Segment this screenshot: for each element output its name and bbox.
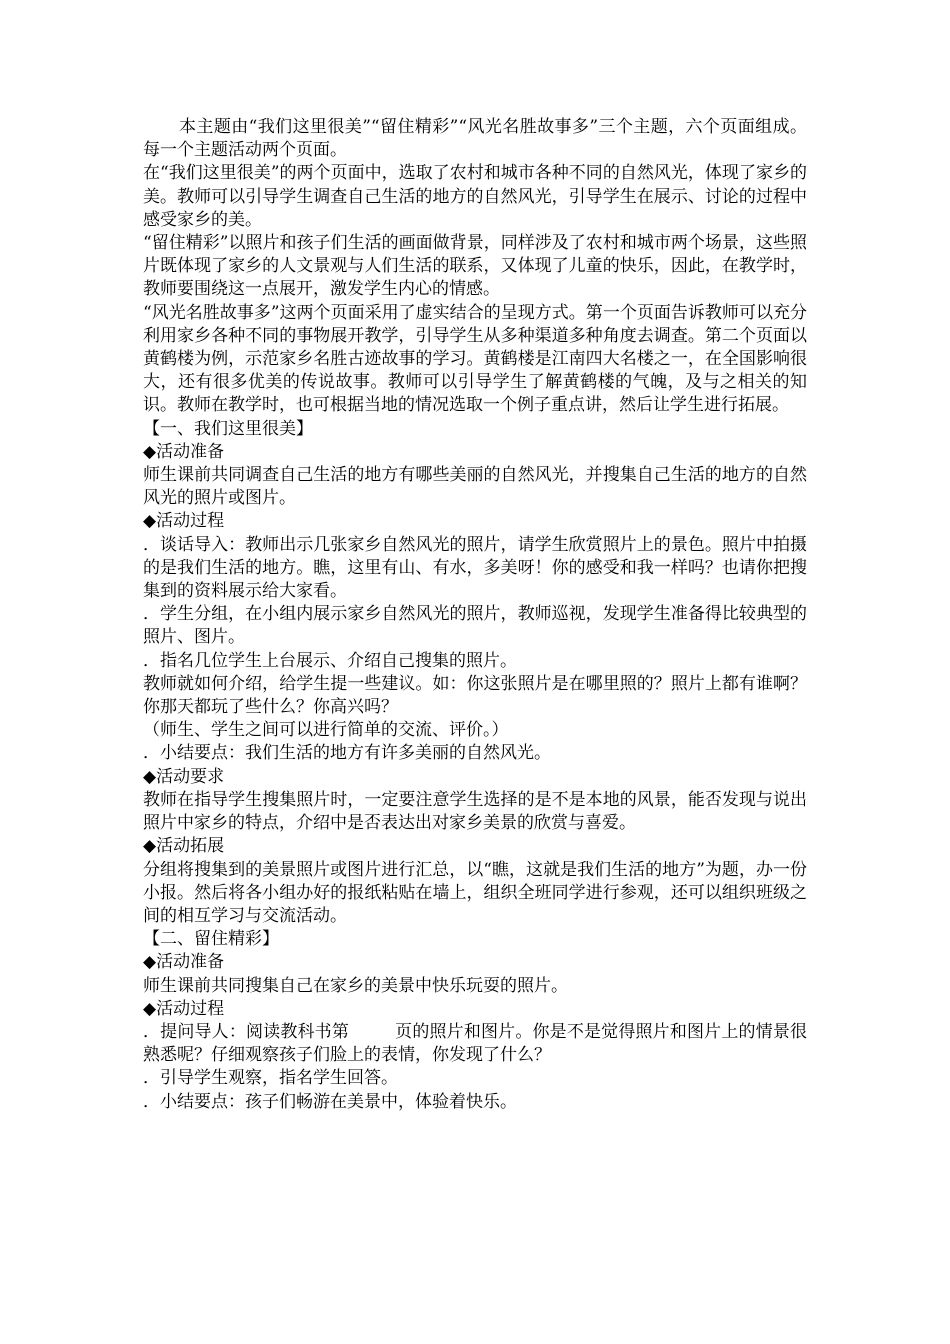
section-1-prep-text: 师生课前共同调查自己生活的地方有哪些美丽的自然风光，并搜集自己生活的地方的自然风光的照片或图片。 (143, 465, 807, 509)
section-1-step-3: ．指名几位学生上台展示、介绍自己搜集的照片。 (143, 650, 517, 671)
document-body (143, 116, 807, 1114)
section-1-requirements-heading: ◆活动要求 (143, 766, 225, 787)
section-1-step-3-detail: 教师就如何介绍，给学生提一些建议。如：你这张照片是在哪里照的？照片上都有谁啊？你那天都玩了些什么？你高兴吗？ (143, 673, 807, 718)
section-1-process-heading: ◆活动过程 (143, 511, 225, 532)
intro-paragraph-4: “风光名胜故事多”这两个页面采用了虚实结合的呈现方式。第一个页面告诉教师可以充分利用家乡各种不同的事物展开教学，引导学生从多种渠道多种角度去调查。第二个页面以黄鹤楼为例，示范家乡名胜古迹故事的学习。黄鹤楼是江南四大名楼之一，在全国影响很大，还有很多优美的传说故事。教师可以引导学生了解黄鹤楼的气魄，及与之相关的知识。教师在教学时，也可根据当地的情况选取一个例子重点讲，然后让学生进行拓展。 (143, 302, 807, 416)
intro-paragraph-3: “留住精彩”以照片和孩子们生活的画面做背景，同样涉及了农村和城市两个场景，这些照片既体现了家乡的人文景观与人们生活的联系，又体现了儿童的快乐，因此，在教学时，教师要围绕这一点展开，激发学生内心的情感。 (143, 233, 807, 300)
section-1-step-1: ．谈话导入：教师出示几张家乡自然风光的照片，请学生欣赏照片上的景色。照片中拍摄的是我们生活的地方。瞧，这里有山、有水，多美呀！你的感受和我一样吗？也请你把搜集到的资料展示给大家看。 (143, 534, 807, 602)
intro-paragraph-1: 本主题由“我们这里很美”“留住精彩”“风光名胜故事多”三个主题，六个页面组成。每一个主题活动两个页面。 (143, 117, 807, 161)
section-2-step-1 (143, 1021, 807, 1067)
section-1-requirements-text: 教师在指导学生搜集照片时，一定要注意学生选择的是不是本地的风景，能否发现与说出照片中家乡的特点，介绍中是否表达出对家乡美景的欣赏与喜爱。 (143, 789, 807, 834)
section-1-heading: 【一、我们这里很美】 (143, 418, 313, 439)
section-1-step-3-note: （师生、学生之间可以进行简单的交流、评价。） (143, 720, 509, 741)
section-2-step-1-end: 页的照片和图片。你是不是觉得照片和图片上的情景很熟悉呢？仔细观察孩子们脸上的表情，你发现了什么？ (143, 1021, 807, 1066)
section-2-step-3: ．小结要点：孩子们畅游在美景中，体验着快乐。 (143, 1091, 517, 1112)
section-2-prep-text: 师生课前共同搜集自己在家乡的美景中快乐玩耍的照片。 (143, 975, 568, 996)
section-1-prep-heading: ◆活动准备 (143, 441, 225, 462)
intro-paragraph-2: 在“我们这里很美”的两个页面中，选取了农村和城市各种不同的自然风光，体现了家乡的美。教师可以引导学生调查自己生活的地方的自然风光，引导学生在展示、讨论的过程中感受家乡的美。 (143, 163, 807, 230)
section-2-step-2: ．引导学生观察，指名学生回答。 (143, 1068, 398, 1089)
section-2-heading: 【二、留住精彩】 (143, 929, 279, 950)
section-2-process-heading: ◆活动过程 (143, 998, 225, 1019)
section-1-extension-heading: ◆活动拓展 (143, 836, 225, 857)
section-1-step-4: ．小结要点：我们生活的地方有许多美丽的自然风光。 (143, 743, 551, 764)
section-2-step-1-start: ．提问导人：阅读教科书第 (143, 1021, 349, 1042)
section-1-extension-text: 分组将搜集到的美景照片或图片进行汇总，以“瞧，这就是我们生活的地方”为题，办一份小报。然后将各小组办好的报纸粘贴在墙上，组织全班同学进行参观，还可以组织班级之间的相互学习与交流活动。 (143, 859, 807, 926)
section-1-step-2: ．学生分组，在小组内展示家乡自然风光的照片，教师巡视，发现学生准备得比较典型的照片、图片。 (143, 604, 807, 648)
section-2-prep-heading: ◆活动准备 (143, 952, 225, 973)
